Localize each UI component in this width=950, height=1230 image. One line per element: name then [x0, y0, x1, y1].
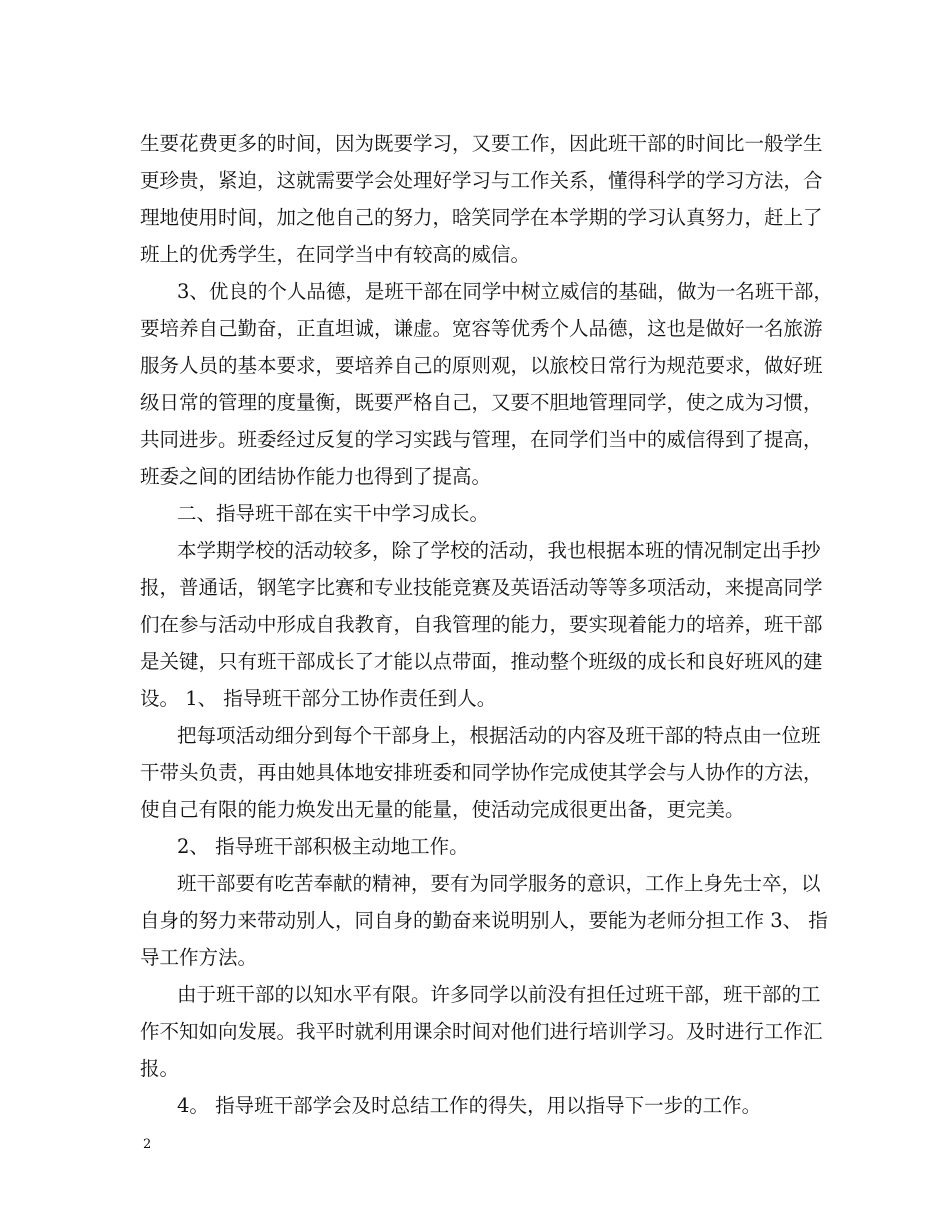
text-line: 生要花费更多的时间，因为既要学习，又要工作，因此班干部的时间比一般学生: [140, 132, 823, 155]
text-line: 自身的努力来带动别人，同自身的勤奋来说明别人，要能为老师分担工作 3、 指: [140, 909, 828, 932]
paragraph-first-line: 本学期学校的活动较多，除了学校的活动，我也根据本班的情况制定出手抄: [177, 539, 821, 562]
text-line: 报。: [140, 1057, 180, 1080]
text-line: 是关键，只有班干部成长了才能以点带面，推动整个班级的成长和良好班风的建: [140, 650, 823, 673]
text-line: 理地使用时间，加之他自己的努力，晗笑同学在本学期的学习认真努力，赶上了: [140, 206, 823, 229]
text-line: 们在参与活动中形成自我教育，自我管理的能力，要实现着能力的培养，班干部: [140, 613, 823, 636]
text-line: 干带头负责，再由她具体地安排班委和同学协作完成使其学会与人协作的方法，: [140, 761, 823, 784]
text-line: 班委之间的团结协作能力也得到了提高。: [140, 465, 492, 488]
text-line: 报，普通话，钢笔字比赛和专业技能竞赛及英语活动等等多项活动，来提高同学: [140, 576, 823, 599]
text-line: 服务人员的基本要求，要培养自己的原则观，以旅校日常行为规范要求，做好班: [140, 354, 823, 377]
paragraph-first-line: 3、优良的个人品德，是班干部在同学中树立威信的基础，做为一名班干部，: [177, 280, 833, 303]
text-line: 共同进步。班委经过反复的学习实践与管理，在同学们当中的威信得到了提高，: [140, 428, 823, 451]
text-line: 导工作方法。: [140, 946, 258, 969]
text-line: 要培养自己勤奋，正直坦诚，谦虚。宽容等优秀个人品德，这也是做好一名旅游: [140, 317, 823, 340]
subsection-heading: 4。 指导班干部学会及时总结工作的得失，用以指导下一步的工作。: [177, 1094, 762, 1117]
subsection-heading: 2、 指导班干部积极主动地工作。: [177, 835, 469, 858]
text-line: 级日常的管理的度量衡，既要严格自己，又要不胆地管理同学，使之成为习惯，: [140, 391, 823, 414]
page-number: 2: [143, 1137, 152, 1152]
paragraph-first-line: 把每项活动细分到每个干部身上，根据活动的内容及班干部的特点由一位班: [177, 724, 821, 747]
text-line: 使自己有限的能力焕发出无量的能量，使活动完成很更出备，更完美。: [140, 798, 745, 821]
text-line: 班上的优秀学生，在同学当中有较高的威信。: [140, 243, 531, 266]
section-heading: 二、指导班干部在实干中学习成长。: [177, 502, 490, 525]
text-line: 设。 1、 指导班干部分工协作责任到人。: [140, 687, 497, 710]
paragraph-first-line: 由于班干部的以知水平有限。许多同学以前没有担任过班干部，班干部的工: [177, 983, 821, 1006]
text-line: 作不知如向发展。我平时就利用课余时间对他们进行培训学习。及时进行工作汇: [140, 1020, 823, 1043]
paragraph-first-line: 班干部要有吃苦奉献的精神，要有为同学服务的意识，工作上身先士卒，以: [177, 872, 821, 895]
text-line: 更珍贵，紧迫，这就需要学会处理好学习与工作关系，懂得科学的学习方法，合: [140, 169, 823, 192]
